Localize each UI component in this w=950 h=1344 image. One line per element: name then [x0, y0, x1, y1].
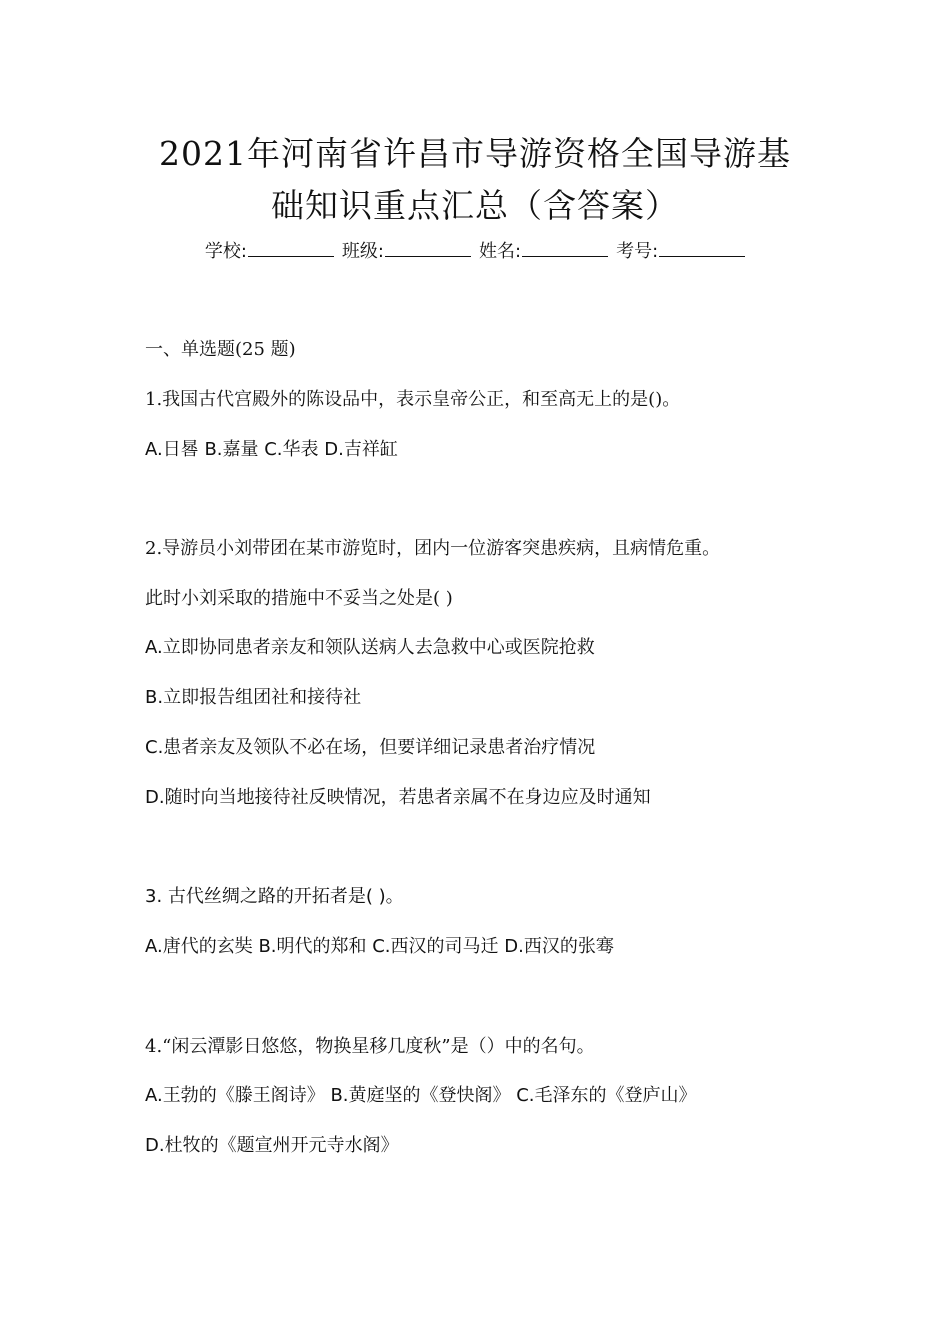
school-blank[interactable]: [248, 238, 334, 257]
question-2-stem-line-2: 此时小刘采取的措施中不妥当之处是( ): [145, 588, 453, 609]
name-blank[interactable]: [522, 238, 608, 257]
exam-number-blank[interactable]: [659, 238, 745, 257]
class-field: [342, 238, 471, 264]
document-title-line-2: 础知识重点汇总（含答案）: [271, 186, 679, 225]
question-2-option-a: A.立即协同患者亲友和领队送病人去急救中心或医院抢救: [145, 637, 595, 658]
exam-number-field: [616, 238, 745, 264]
question-3-stem: 3. 古代丝绸之路的开拓者是( )。: [145, 886, 404, 907]
class-blank[interactable]: [385, 238, 471, 257]
class-label: 班级:: [341, 241, 384, 262]
question-3-options: A.唐代的玄奘 B.明代的郑和 C.西汉的司马迁 D.西汉的张骞: [145, 936, 614, 957]
question-1-options: A.日晷 B.嘉量 C.华表 D.吉祥缸: [145, 439, 398, 460]
question-2-option-c: C.患者亲友及领队不必在场，但要详细记录患者治疗情况: [145, 737, 596, 758]
question-2-option-b: B.立即报告组团社和接待社: [145, 687, 362, 708]
student-info-line: [0, 238, 950, 264]
question-4-options-line-1: A.王勃的《滕王阁诗》 B.黄庭坚的《登快阁》 C.毛泽东的《登庐山》: [145, 1085, 697, 1106]
question-2-stem-line-1: 2.导游员小刘带团在某市游览时，团内一位游客突患疾病，且病情危重。: [145, 538, 721, 559]
question-4-options-line-2: D.杜牧的《题宣州开元寺水阁》: [145, 1135, 399, 1156]
name-label: 姓名:: [479, 241, 522, 262]
exam-number-label: 考号:: [616, 241, 659, 262]
school-label: 学校:: [204, 241, 247, 262]
document-title-line-1: 2021年河南省许昌市导游资格全国导游基: [159, 134, 791, 173]
school-field: [205, 238, 334, 264]
question-2-option-d: D.随时向当地接待社反映情况，若患者亲属不在身边应及时通知: [145, 787, 651, 808]
section-heading: 一、单选题(25 题): [145, 339, 296, 360]
name-field: [479, 238, 608, 264]
question-4-stem: 4.“闲云潭影日悠悠，物换星移几度秋”是（）中的名句。: [145, 1036, 595, 1057]
question-1-stem: 1.我国古代宫殿外的陈设品中，表示皇帝公正，和至高无上的是()。: [145, 389, 681, 410]
